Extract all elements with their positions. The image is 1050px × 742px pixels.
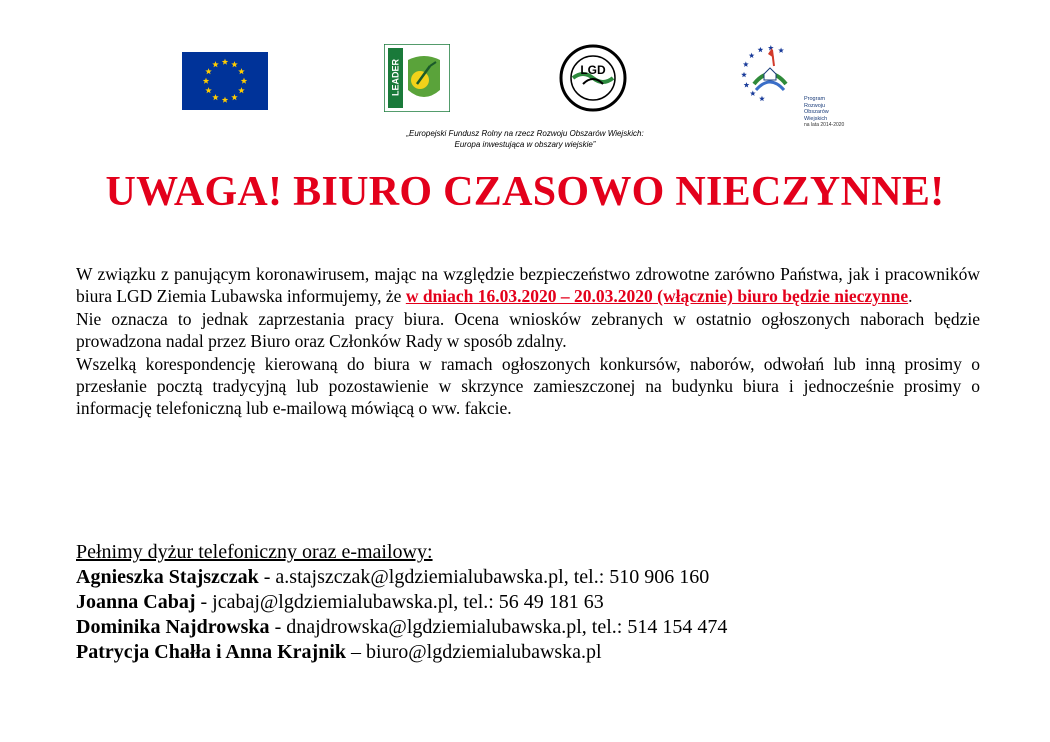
fund-caption	[0, 128, 1050, 150]
prow-star-icon	[750, 91, 756, 96]
prow-caption-line: Program	[804, 96, 826, 102]
prow-caption-line: Obszarów	[804, 109, 829, 116]
contact-name: Dominika Najdrowska	[76, 616, 270, 638]
contact-details: - a.stajszczak@lgdziemialubawska.pl, tel.: 510 906 160	[258, 566, 710, 588]
contact-details: - jcabaj@lgdziemialubawska.pl, tel.: 56 49 181 63	[195, 591, 604, 613]
svg-text:LGD: LGD	[580, 63, 606, 77]
contact-name: Patrycja Chałła i Anna Krajnik	[76, 641, 347, 663]
prow-caption-line: Wiejskich	[804, 115, 828, 122]
prow-star-icon	[778, 47, 784, 52]
contact-row	[76, 590, 980, 615]
lgd-seal-icon	[559, 44, 627, 112]
prow-star-icon	[743, 61, 749, 66]
prow-star-icon	[768, 45, 774, 50]
paragraph-1-end: .	[908, 286, 913, 307]
prow-caption	[804, 96, 844, 129]
prow-star-icon	[749, 53, 755, 58]
contact-row	[76, 615, 980, 640]
prow-star-icon	[759, 96, 765, 101]
contact-row	[76, 565, 980, 590]
page-title: UWAGA! BIURO CZASOWO NIECZYNNE!	[105, 169, 945, 215]
prow-caption-line: Rozwoju	[804, 102, 826, 109]
contact-details: - dnajdrowska@lgdziemialubawska.pl, tel.: 514 154 474	[269, 616, 728, 638]
contact-row	[76, 640, 980, 665]
svg-text:LEADER: LEADER	[390, 58, 401, 96]
logo-row	[0, 44, 1050, 129]
fund-caption-line-2: Europa inwestująca w obszary wiejskie”	[454, 140, 596, 149]
prow-star-icon	[741, 72, 747, 77]
contact-name: Joanna Cabaj	[76, 591, 196, 613]
paragraph-1-text: W związku z panującym koronawirusem, mając na względzie bezpieczeństwo zdrowotne zarówno Państwa, jak i pracowników biura LGD Ziemia Lubawska informujemy, że	[76, 264, 980, 307]
eu-flag-icon	[182, 52, 268, 110]
paragraph-3: Wszelką korespondencję kierowaną do biura w ramach ogłoszonych konkursów, naborów, odwołań lub inną prosimy o przesłanie pocztą tradycyjną lub pozostawienie w skrzynce zamieszczonej na budynku biura i jednocześnie prosimy o informację telefoniczną lub e-mailową mówiącą o ww. fakcie.	[76, 353, 980, 419]
contact-name: Agnieszka Stajszczak	[76, 566, 259, 588]
fund-caption-line-1: „Europejski Fundusz Rolny na rzecz Rozwoju Obszarów Wiejskich:	[406, 129, 644, 138]
announcement-body	[76, 263, 980, 420]
contact-details: – biuro@lgdziemialubawska.pl	[346, 641, 602, 663]
paragraph-2: Nie oznacza to jednak zaprzestania pracy biura. Ocena wniosków zebranych w ostatnio ogłoszonych naborach będzie prowadzona nadal przez Biuro oraz Członków Rady w sposób zdalny.	[76, 308, 980, 352]
leader-logo-icon	[384, 44, 450, 112]
prow-caption-years: na lata 2014-2020	[804, 122, 845, 129]
paragraph-1	[76, 263, 980, 308]
contacts-intro: Pełnimy dyżur telefoniczny oraz e-mailowy:	[76, 541, 433, 563]
contacts-section	[76, 540, 980, 665]
prow-star-icon	[744, 82, 750, 87]
closure-dates-highlight: w dniach 16.03.2020 – 20.03.2020 (włącznie) biuro będzie nieczynne	[405, 286, 909, 307]
prow-star-icon	[758, 47, 764, 52]
